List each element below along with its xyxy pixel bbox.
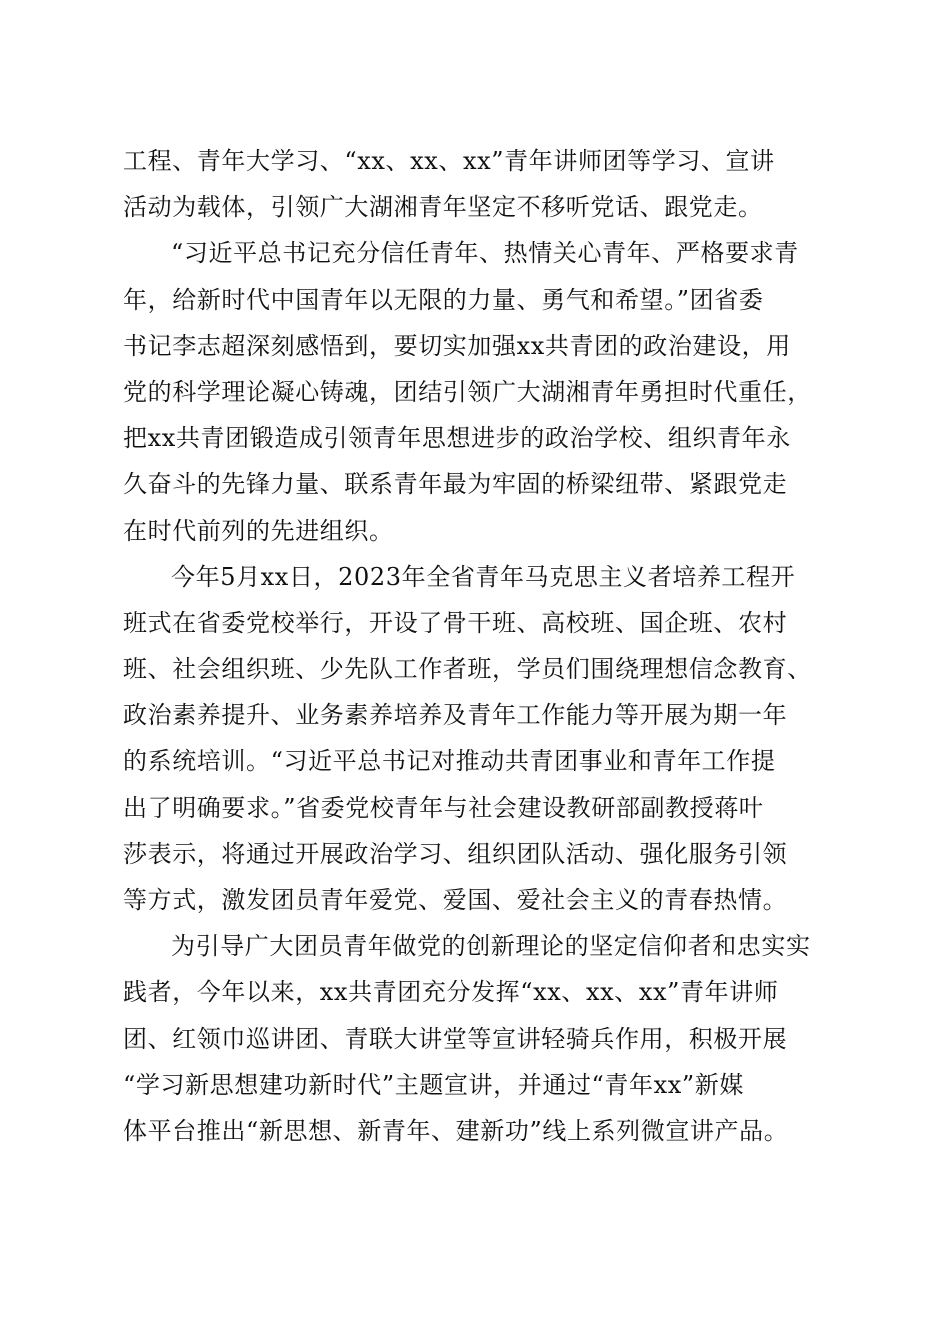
text-line: 出了明确要求。”省委党校青年与社会建设教研部副教授蒋叶 xyxy=(123,793,764,822)
text-line: 莎表示，将通过开展政治学习、组织团队活动、强化服务引领 xyxy=(123,839,788,868)
text-line: 年，给新时代中国青年以无限的力量、勇气和希望。”团省委 xyxy=(123,285,764,314)
text-line: “习近平总书记充分信任青年、热情关心青年、严格要求青 xyxy=(171,239,799,268)
text-line: 党的科学理论凝心铸魂，团结引领广大湖湘青年勇担时代重任， xyxy=(123,377,812,406)
paragraph-3 xyxy=(123,554,833,924)
text-line: 在时代前列的先进组织。 xyxy=(123,516,394,545)
text-line: 把xx共青团锻造成引领青年思想进步的政治学校、组织青年永 xyxy=(123,424,791,453)
text-line: 践者，今年以来，xx共青团充分发挥“xx、xx、xx”青年讲师 xyxy=(123,978,779,1007)
paragraph-4 xyxy=(123,923,833,1154)
text-line: 工程、青年大学习、“xx、xx、xx”青年讲师团等学习、宣讲 xyxy=(123,147,775,175)
text-line: 等方式，激发团员青年爱党、爱国、爱社会主义的青春热情。 xyxy=(123,886,788,914)
text-line: 久奋斗的先锋力量、联系青年最为牢固的桥梁纽带、紧跟党走 xyxy=(123,470,788,499)
text-line: 书记李志超深刻感悟到，要切实加强xx共青团的政治建设，用 xyxy=(123,331,791,360)
text-line: 班式在省委党校举行，开设了骨干班、高校班、国企班、农村 xyxy=(123,608,788,637)
text-line: 为引导广大团员青年做党的创新理论的坚定信仰者和忠实实 xyxy=(171,932,811,961)
text-line: 体平台推出“新思想、新青年、建新功”线上系列微宣讲产品。 xyxy=(123,1116,789,1145)
paragraph-2 xyxy=(123,230,833,553)
text-line: 活动为载体，引领广大湖湘青年坚定不移听党话、跟党走。 xyxy=(123,193,763,222)
text-line: 今年5月xx日，2023年全省青年马克思主义者培养工程开 xyxy=(171,562,796,591)
text-line: “学习新思想建功新时代”主题宣讲，并通过“青年xx”新媒 xyxy=(123,1070,744,1099)
text-line: 班、社会组织班、少先队工作者班，学员们围绕理想信念教育、 xyxy=(123,655,812,684)
document-body xyxy=(123,138,833,1154)
text-line: 政治素养提升、业务素养培养及青年工作能力等开展为期一年 xyxy=(123,701,788,730)
text-line: 团、红领巾巡讲团、青联大讲堂等宣讲轻骑兵作用，积极开展 xyxy=(123,1024,788,1053)
paragraph-1 xyxy=(123,138,833,230)
text-line: 的系统培训。“习近平总书记对推动共青团事业和青年工作提 xyxy=(123,747,776,776)
